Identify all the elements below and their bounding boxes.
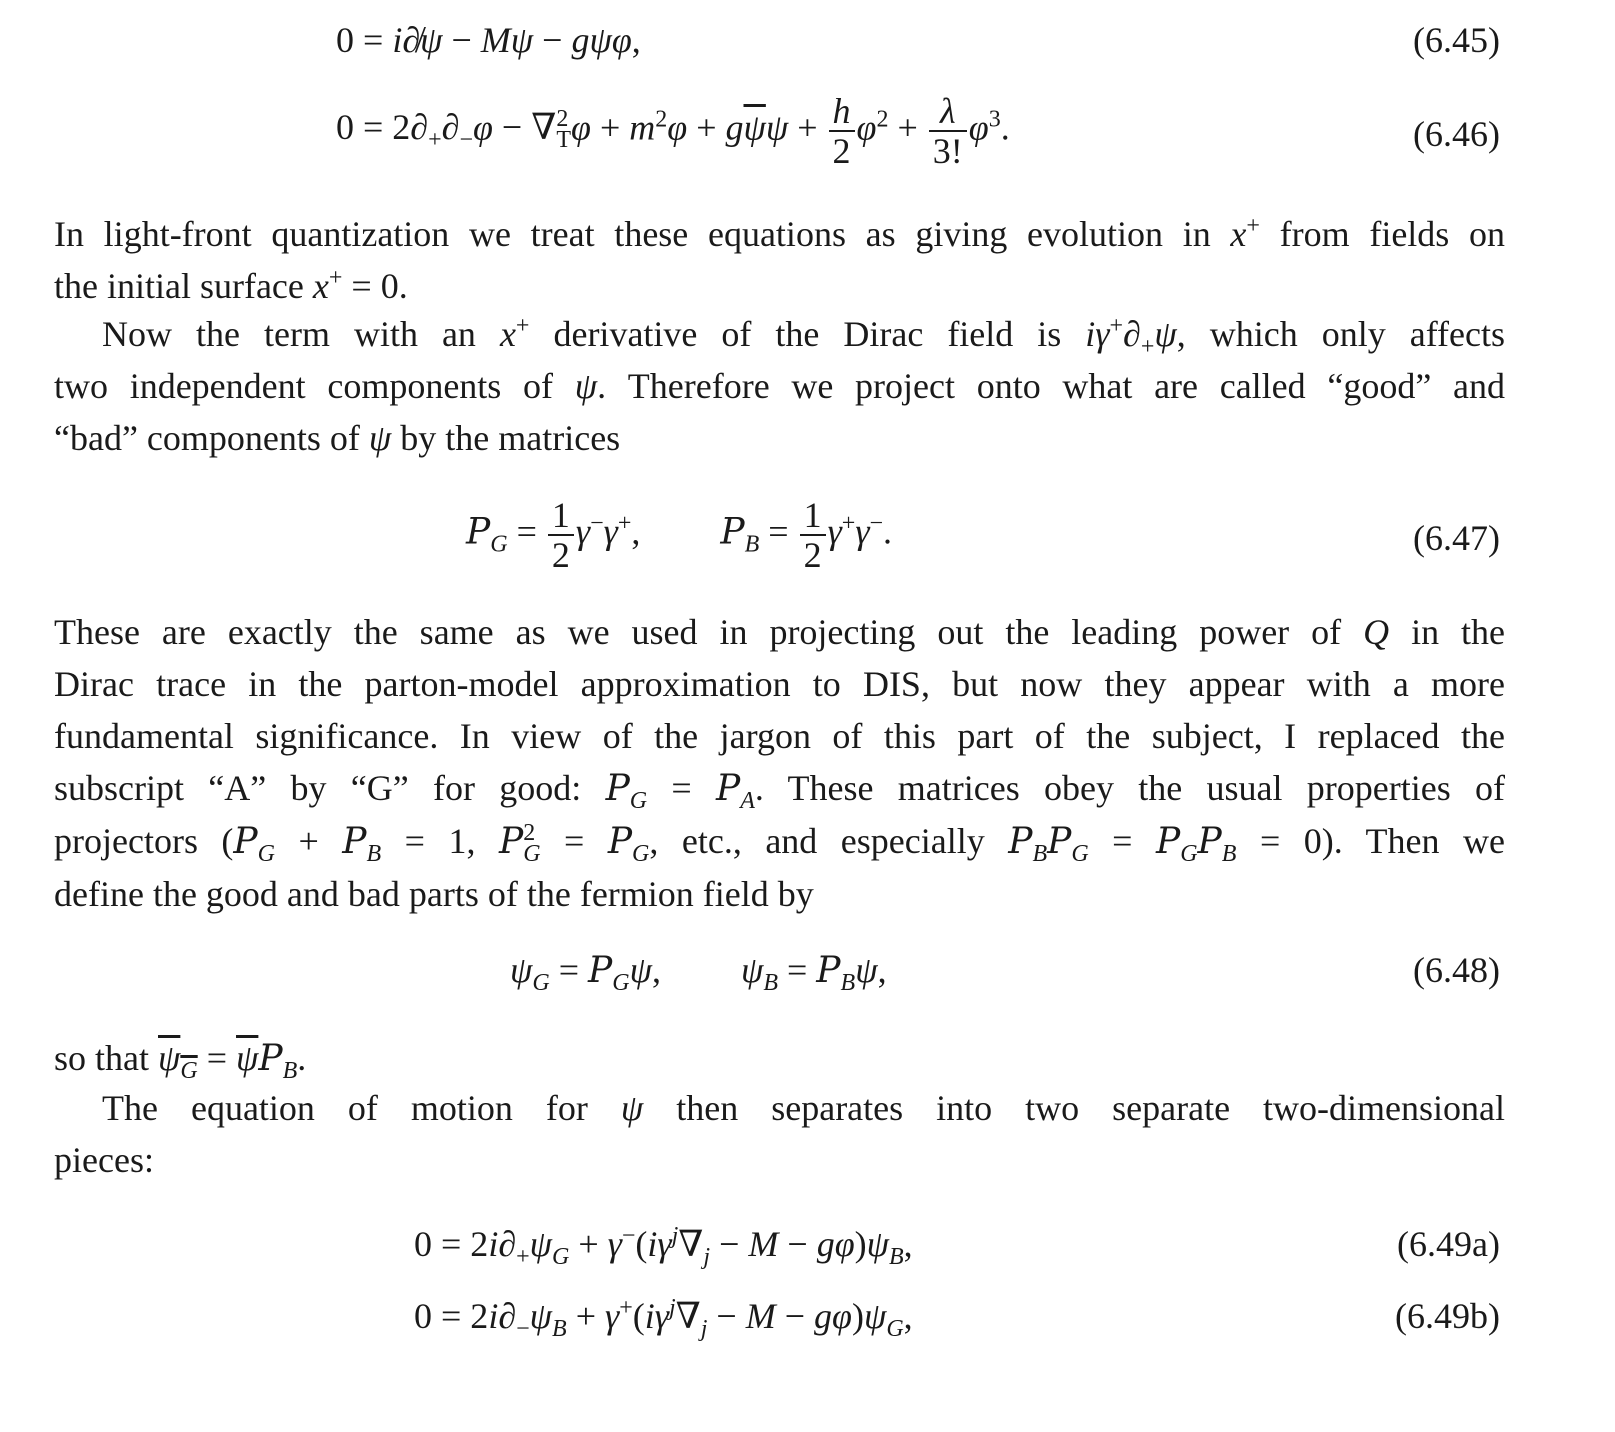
equation-6-45-body: 0 = i∂̸ψ − Mψ − gψφ,	[336, 20, 641, 60]
text-line: subscript “A” by “G” for good: $P_G = P_A$. These matrices obey the usual properties of	[54, 768, 1505, 815]
equation-6-49b-body: $0 = 2i\partial_-\psi_B + \gamma^+(i\gamma^j\nabla_j - M - g\varphi)\psi_G$,	[414, 1295, 913, 1343]
text-line: These are exactly the same as we used in projecting out the leading power of Q in the	[54, 612, 1506, 652]
text-line: projectors ($P_G + P_B = 1$, $P^2_G = P_G$, etc., and especially $P_BP_G = P_GP_B = 0$). Then we	[54, 820, 1505, 868]
paragraph-projectors	[54, 606, 1505, 920]
equation-6-47-body: $P_G$ = $\frac{1}{2}$ γ−γ+, $P_B$ = $\frac{1}{2}$ γ+γ−.	[466, 495, 893, 575]
fraction-one-half: $\frac{1}{2}$	[548, 496, 574, 574]
fraction-h-over-2: $\frac{h}{2}$	[829, 92, 855, 170]
text-line: “bad” components of ψ by the matrices	[54, 418, 621, 458]
text-line: The equation of motion for ψ then separates into two separate two-dimensional	[102, 1088, 1506, 1128]
paragraph-so-that	[54, 1032, 1505, 1085]
equation-number: (6.47)	[1413, 518, 1500, 558]
equation-number: (6.46)	[1413, 114, 1500, 154]
equation-6-48-body: $\psi_G = P_G\psi$, $\psi_B = P_B\psi$,	[510, 950, 887, 997]
text-line: Dirac trace in the parton-model approximation to DIS, but now they appear with a more	[54, 664, 1505, 704]
text-line: two independent components of ψ. Therefore we project onto what are called “good” and	[54, 366, 1506, 406]
equation-number: (6.48)	[1413, 950, 1500, 990]
text-line: fundamental significance. In view of the jargon of this part of the subject, I replaced the	[54, 716, 1505, 756]
equation-6-46-body: $0 = 2\partial_+\partial_-\varphi - \nabla^2_T\varphi + m^2\varphi + g\overline{\psi}\psi$ + $\frac{h}{2}$ $\varphi^2$ + $\frac{\lambda}{3!}$ $\varphi^3$.	[336, 91, 1010, 171]
text-line: pieces:	[54, 1140, 154, 1180]
text-line: define the good and bad parts of the fermion field by	[54, 874, 814, 914]
equation-number: (6.49a)	[1397, 1224, 1500, 1264]
equation-number: (6.49b)	[1395, 1296, 1500, 1336]
equation-number: (6.45)	[1413, 20, 1500, 60]
fraction-lambda-over-3-factorial: $\frac{\lambda}{3!}$	[929, 92, 967, 170]
paragraph-light-front	[54, 208, 1505, 312]
text-line: the initial surface x+ = 0.	[54, 265, 408, 306]
equation-6-49a-body: $0 = 2i\partial_+\psi_G + \gamma^-(i\gamma^j\nabla_j - M - g\varphi)\psi_B$,	[414, 1223, 913, 1271]
text-line: In light-front quantization we treat these equations as giving evolution in x+ from fields on	[54, 213, 1506, 254]
paragraph-equation-of-motion	[54, 1082, 1505, 1186]
fraction-one-half: $\frac{1}{2}$	[800, 496, 826, 574]
paragraph-dirac-field	[54, 308, 1505, 464]
text-line: Now the term with an x+ derivative of the Dirac field is $i\gamma^+\partial_+\psi$, which only affects	[102, 313, 1505, 361]
text-line: so that $\psi_G = \overline{\psi}P_B$.	[54, 1038, 307, 1085]
